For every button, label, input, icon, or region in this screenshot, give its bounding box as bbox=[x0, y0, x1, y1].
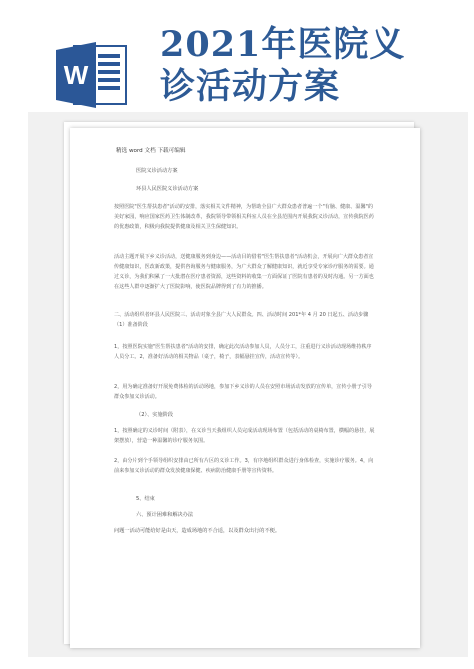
paragraph-8: 2，由分片到个手领导组织安排由已所有片区的义诊工作。3，有序地组织群众进行身体检查，实施诊疗服务。4，向前来参加义诊活动的群众发放健康保健、疾病防治健康手册等宣传资料。 bbox=[114, 458, 374, 474]
document-page[interactable] bbox=[70, 128, 420, 648]
paragraph-11: 问题一活动可能给好是由天，造成场地的不合适，以及群众出行的不便。 bbox=[114, 528, 281, 534]
banner-title-line1: 2021年医院义 bbox=[160, 24, 406, 65]
paragraph-1: 按照医院"医生帮扶患者"活动的安排，落实相关文件精神，为帮助全县广大群众患者普遍一个"有脑、健康、温馨"的美好家园，响应国家医药卫生体制改革，我院领导带领相关科室人员在全县范围内开展我院义诊活动，宣传我院医药的优惠政策，积极向我院提供健康及相关卫生保健知识。 bbox=[114, 204, 374, 230]
paragraph-3: 二、活动组织者环县人民医院三、活动对象全县广大人民群众。四、活动时间 201*年 4 月 20 日起五、活动步骤（1）准备阶段 bbox=[114, 312, 369, 328]
banner-title bbox=[160, 24, 405, 108]
doc-title: 医院义诊活动方案 bbox=[136, 168, 178, 174]
header-note: 精选 word 文档 下载可编辑 bbox=[116, 148, 186, 154]
paragraph-7: 1，按照确定的义诊时间（附表），在义诊当天我组织人员完成活动现场布置（包括活动的桌椅布置，横幅的悬挂，展架摆放），营造一种温馨的诊疗服务氛围。 bbox=[114, 428, 375, 444]
word-document-icon bbox=[56, 40, 132, 110]
banner bbox=[0, 0, 474, 118]
paragraph-9: 5、结束 bbox=[136, 496, 155, 502]
paragraph-4: 1，按照医院实施"医生帮扶患者"活动的安排，确定此次活动参加人员，人员分工，注重进行义诊活动现场维持秩序人员分工。2，准备好活动的相关物品（桌子，椅子，表幅悬挂宣传，活动宣传等）。 bbox=[114, 344, 372, 360]
doc-subtitle: 环县人民医院义诊活动方案 bbox=[136, 186, 199, 192]
paragraph-10: 六、预计困难和解决办法 bbox=[136, 512, 194, 518]
paragraph-6: （2）、实施阶段 bbox=[136, 412, 174, 418]
paragraph-5: 2，用为确定准备好开展免费体检的活动场地，参加下乡义诊的人员在安照市场活动发放的宣传单，宣传小册子引导群众参加义诊活动。 bbox=[114, 384, 372, 400]
paragraph-2: 活动主题开展下乡义诊活动，送健康服务到身边——活动目的借着"医生帮扶患者"活动机会，开展向广大群众患者宣传健康知识，医改新政策，提供咨询服务与健康服务，为广大群众了解健康知识，就近享受专家诊疗服务的需要。通过义诊，为我们积累了一大批潜在医疗患者资源，这些资料的收集一方面保证了医院有患者的及时沟通。另一方面也在这些人群中逐渐扩大了医院影响，使医院品牌得到了有力的推播。 bbox=[114, 254, 374, 290]
banner-title-line2: 诊活动方案 bbox=[160, 66, 341, 107]
svg-text:W: W bbox=[63, 60, 89, 90]
